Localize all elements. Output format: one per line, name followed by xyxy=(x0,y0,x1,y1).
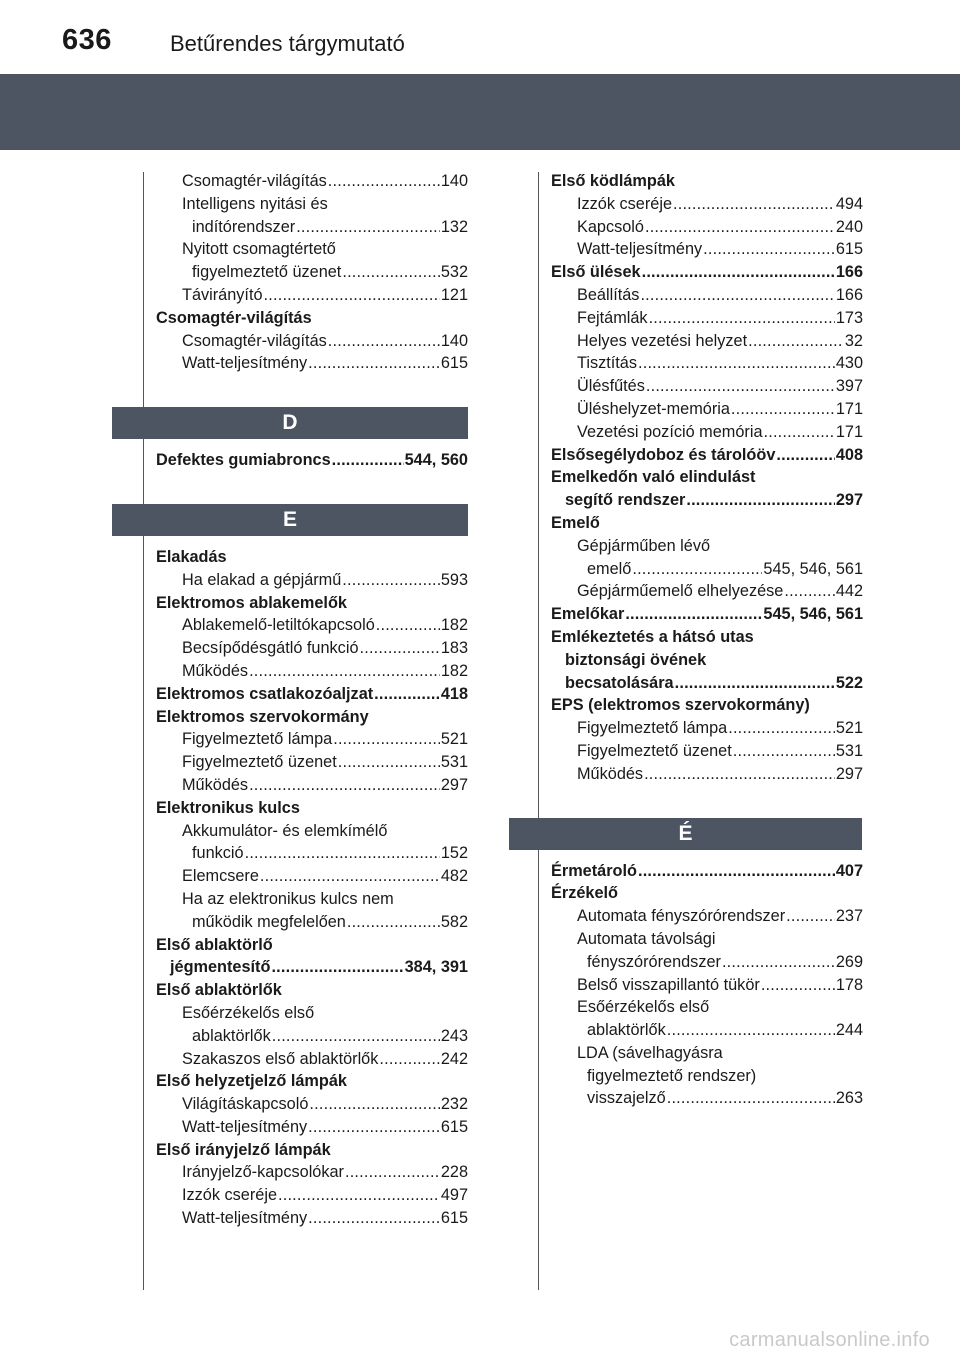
index-entry-term: Első ablaktörlő xyxy=(156,935,273,954)
index-entry xyxy=(551,284,863,307)
page-number: 636 xyxy=(62,24,112,56)
entry-page-ref: 531 xyxy=(835,741,863,760)
entry-term: Fejtámlák xyxy=(577,308,648,327)
entry-page-ref: 418 xyxy=(440,684,468,703)
entry-page-ref: 243 xyxy=(440,1026,468,1045)
index-entry xyxy=(156,911,468,934)
entry-page-ref: 182 xyxy=(440,661,468,680)
entry-page-ref: 408 xyxy=(835,445,863,464)
entry-page-ref: 397 xyxy=(835,377,863,396)
index-entry-term: Emlékeztetés a hátsó utas xyxy=(551,627,754,646)
index-entry xyxy=(156,284,468,307)
leader-dots xyxy=(308,352,440,375)
entry-term: Szakaszos első ablaktörlők xyxy=(182,1049,379,1068)
entry-term: Világításkapcsoló xyxy=(182,1095,309,1114)
index-entry xyxy=(156,865,468,888)
index-entry-term: Érzékelő xyxy=(551,884,618,903)
entry-term: Belső visszapillantó tükör xyxy=(577,975,760,994)
index-entry xyxy=(156,751,468,774)
entry-page-ref: 263 xyxy=(835,1089,863,1108)
leader-dots xyxy=(667,1019,835,1042)
leader-dots xyxy=(308,1207,440,1230)
entry-page-ref: 615 xyxy=(440,1209,468,1228)
index-column-left xyxy=(156,170,468,1230)
index-entry-term: Elektronikus kulcs xyxy=(156,798,300,817)
leader-dots xyxy=(649,307,835,330)
entry-page-ref: 615 xyxy=(835,240,863,259)
leader-dots xyxy=(249,774,440,797)
entries-section-e xyxy=(156,546,468,1230)
index-entry xyxy=(156,842,468,865)
watermark: carmanualsonline.info xyxy=(729,1329,930,1351)
index-entry xyxy=(156,1048,468,1071)
entries-left-top xyxy=(156,170,468,375)
leader-dots xyxy=(632,558,762,581)
index-entry-term: Elektromos szervokormány xyxy=(156,707,369,726)
leader-dots xyxy=(703,238,835,261)
entry-term: Vezetési pozíció memória xyxy=(577,422,763,441)
entry-term: Watt-teljesítmény xyxy=(182,1117,308,1136)
leader-dots xyxy=(722,951,835,974)
index-entry xyxy=(551,352,863,375)
leader-dots xyxy=(309,1093,439,1116)
entry-term: Watt-teljesítmény xyxy=(182,1209,308,1228)
index-entry xyxy=(551,375,863,398)
entry-term: Emelőkar xyxy=(551,605,625,624)
entry-page-ref: 407 xyxy=(835,861,863,880)
index-entry xyxy=(156,774,468,797)
entry-page-ref: 497 xyxy=(440,1186,468,1205)
leader-dots xyxy=(271,956,403,979)
index-entry xyxy=(156,660,468,683)
index-entry-term: Első irányjelző lámpák xyxy=(156,1140,331,1159)
entry-term: Irányjelző-kapcsolókar xyxy=(182,1163,344,1182)
header-band xyxy=(0,74,960,150)
entry-page-ref: 132 xyxy=(440,217,468,236)
leader-dots xyxy=(784,580,834,603)
entry-page-ref: 140 xyxy=(440,331,468,350)
entry-term: Kapcsoló xyxy=(577,217,644,236)
entry-term: Működés xyxy=(577,764,644,783)
entry-term: Ablakemelő-letiltókapcsoló xyxy=(182,616,375,635)
index-entry-term: Első ködlámpák xyxy=(551,172,675,190)
entry-page-ref: 442 xyxy=(835,582,863,601)
leader-dots xyxy=(625,603,762,626)
entry-page-ref: 297 xyxy=(835,491,863,510)
entry-page-ref: 615 xyxy=(440,354,468,373)
entry-term: ablaktörlők xyxy=(192,1026,271,1045)
leader-dots xyxy=(374,683,440,706)
index-entry xyxy=(551,763,863,786)
entry-page-ref: 494 xyxy=(835,194,863,213)
leader-dots xyxy=(264,284,440,307)
leader-dots xyxy=(761,974,835,997)
entry-term: Izzók cseréje xyxy=(577,194,673,213)
leader-dots xyxy=(245,842,440,865)
entry-term: becsatolására xyxy=(565,673,674,692)
column-rule-left xyxy=(143,172,144,1290)
index-entry xyxy=(551,330,863,353)
entry-term: Távirányító xyxy=(182,285,263,304)
index-entry-term: EPS (elektromos szervokormány) xyxy=(551,696,810,715)
entry-term: fényszórórendszer xyxy=(587,952,721,971)
index-entry xyxy=(156,569,468,592)
entry-page-ref: 182 xyxy=(440,616,468,635)
leader-dots xyxy=(338,751,440,774)
leader-dots xyxy=(347,911,440,934)
index-entry xyxy=(156,170,468,193)
leader-dots xyxy=(376,614,440,637)
index-entry xyxy=(156,614,468,637)
leader-dots xyxy=(686,489,834,512)
entry-page-ref: 531 xyxy=(440,753,468,772)
entry-term: ablaktörlők xyxy=(587,1021,666,1040)
section-letter-d: D xyxy=(112,407,468,439)
entry-page-ref: 166 xyxy=(835,263,863,282)
entry-term: Elektromos csatlakozóaljzat xyxy=(156,684,374,703)
leader-dots xyxy=(638,860,835,883)
entry-term: működik megfelelően xyxy=(192,912,346,931)
index-entry-term: biztonsági övének xyxy=(565,650,707,669)
entries-section-e-acute xyxy=(551,860,863,1111)
entries-section-d xyxy=(156,449,468,472)
entry-term: Becsípődésgátló funkció xyxy=(182,639,359,658)
index-column-right xyxy=(551,170,863,1110)
index-entry xyxy=(551,603,863,626)
index-entry xyxy=(156,956,468,979)
index-entry-term: Emelő xyxy=(551,513,600,532)
index-entry xyxy=(156,637,468,660)
index-entry xyxy=(551,740,863,763)
leader-dots xyxy=(332,449,404,472)
leader-dots xyxy=(260,865,440,888)
index-entry xyxy=(551,558,863,581)
index-entry-term: Nyitott csomagtértető xyxy=(182,240,336,259)
entry-page-ref: 482 xyxy=(440,867,468,886)
index-entry xyxy=(551,974,863,997)
entry-term: visszajelző xyxy=(587,1089,666,1108)
index-entry xyxy=(551,421,863,444)
entry-term: Helyes vezetési helyzet xyxy=(577,331,748,350)
entry-page-ref: 140 xyxy=(440,172,468,190)
entry-page-ref: 384, 391 xyxy=(404,958,468,977)
index-entry-term: Automata távolsági xyxy=(577,929,716,948)
index-entry xyxy=(156,728,468,751)
index-entry-term: Csomagtér-világítás xyxy=(156,308,312,327)
entry-page-ref: 593 xyxy=(440,570,468,589)
leader-dots xyxy=(345,1161,440,1184)
index-entry-term: figyelmeztető rendszer) xyxy=(587,1066,757,1085)
entry-term: Watt-teljesítmény xyxy=(577,240,703,259)
entry-page-ref: 532 xyxy=(440,263,468,282)
leader-dots xyxy=(296,216,440,239)
leader-dots xyxy=(644,763,835,786)
entry-term: Érmetároló xyxy=(551,861,637,880)
section-letter-e-acute: É xyxy=(509,818,862,850)
index-entry xyxy=(156,683,468,706)
index-entry xyxy=(551,1019,863,1042)
leader-dots xyxy=(748,330,844,353)
entry-page-ref: 152 xyxy=(440,844,468,863)
entry-term: Defektes gumiabroncs xyxy=(156,451,331,470)
entry-page-ref: 232 xyxy=(440,1095,468,1114)
index-entry-term: Elakadás xyxy=(156,547,227,566)
index-entry xyxy=(551,444,863,467)
index-entry xyxy=(551,398,863,421)
entry-term: Tisztítás xyxy=(577,354,638,373)
entry-page-ref: 297 xyxy=(835,764,863,783)
entry-page-ref: 121 xyxy=(440,285,468,304)
index-entry xyxy=(156,261,468,284)
entry-page-ref: 582 xyxy=(440,912,468,931)
entry-page-ref: 521 xyxy=(440,730,468,749)
leader-dots xyxy=(728,717,835,740)
leader-dots xyxy=(733,740,835,763)
entry-page-ref: 32 xyxy=(844,331,863,350)
entry-term: Automata fényszórórendszer xyxy=(577,907,786,926)
index-entry xyxy=(551,261,863,284)
entry-page-ref: 166 xyxy=(835,285,863,304)
entry-term: Első ülések xyxy=(551,263,641,282)
entries-right-top xyxy=(551,170,863,786)
index-entry-term: Elektromos ablakemelők xyxy=(156,593,347,612)
entry-term: emelő xyxy=(587,559,632,578)
entry-term: Beállítás xyxy=(577,285,640,304)
entry-term: Csomagtér-világítás xyxy=(182,172,327,190)
leader-dots xyxy=(667,1087,835,1110)
entry-page-ref: 297 xyxy=(440,775,468,794)
entry-term: Figyelmeztető lámpa xyxy=(182,730,333,749)
entry-term: Gépjárműemelő elhelyezése xyxy=(577,582,784,601)
page-title: Betűrendes tárgymutató xyxy=(170,31,405,56)
leader-dots xyxy=(328,170,440,193)
leader-dots xyxy=(673,193,835,216)
leader-dots xyxy=(642,261,835,284)
entry-page-ref: 228 xyxy=(440,1163,468,1182)
index-entry xyxy=(551,238,863,261)
index-entry-term: LDA (sávelhagyásra xyxy=(577,1043,723,1062)
index-entry-term: Első helyzetjelző lámpák xyxy=(156,1072,347,1091)
entry-page-ref: 242 xyxy=(440,1049,468,1068)
index-entry xyxy=(551,717,863,740)
index-entry-term: Akkumulátor- és elemkímélő xyxy=(182,821,388,840)
entry-page-ref: 545, 546, 561 xyxy=(763,559,863,578)
leader-dots xyxy=(278,1184,440,1207)
index-entry xyxy=(156,1207,468,1230)
entry-term: figyelmeztető üzenet xyxy=(192,263,342,282)
index-entry-term: Gépjárműben lévő xyxy=(577,536,711,555)
leader-dots xyxy=(272,1025,440,1048)
leader-dots xyxy=(638,352,835,375)
entry-term: Ha elakad a gépjármű xyxy=(182,570,342,589)
leader-dots xyxy=(786,905,835,928)
index-entry-term: Emelkedőn való elindulást xyxy=(551,468,756,487)
entry-term: Ülésfűtés xyxy=(577,377,645,396)
entry-page-ref: 521 xyxy=(835,719,863,738)
entry-page-ref: 183 xyxy=(440,639,468,658)
entry-term: jégmentesítő xyxy=(170,958,271,977)
index-entry xyxy=(551,193,863,216)
leader-dots xyxy=(640,284,834,307)
entry-term: Elsősegélydoboz és tárolóöv xyxy=(551,445,776,464)
entry-page-ref: 544, 560 xyxy=(404,451,468,470)
index-entry xyxy=(156,1025,468,1048)
index-entry xyxy=(156,352,468,375)
index-entry xyxy=(551,216,863,239)
index-entry-term: Esőérzékelős első xyxy=(577,998,710,1017)
leader-dots xyxy=(328,330,440,353)
leader-dots xyxy=(360,637,440,660)
entry-term: Működés xyxy=(182,775,249,794)
index-entry xyxy=(156,449,468,472)
entry-term: Figyelmeztető lámpa xyxy=(577,719,728,738)
entry-term: Figyelmeztető üzenet xyxy=(577,741,732,760)
leader-dots xyxy=(645,216,835,239)
entry-term: Működés xyxy=(182,661,249,680)
entry-page-ref: 240 xyxy=(835,217,863,236)
index-entry xyxy=(551,307,863,330)
index-entry-term: Intelligens nyitási és xyxy=(182,194,328,213)
leader-dots xyxy=(646,375,835,398)
leader-dots xyxy=(764,421,835,444)
entry-page-ref: 430 xyxy=(835,354,863,373)
index-entry-term: Esőérzékelős első xyxy=(182,1003,315,1022)
index-entry xyxy=(156,1161,468,1184)
index-entry xyxy=(156,330,468,353)
index-entry xyxy=(156,1116,468,1139)
entry-page-ref: 171 xyxy=(835,422,863,441)
entry-page-ref: 522 xyxy=(835,673,863,692)
entry-page-ref: 244 xyxy=(835,1021,863,1040)
index-entry xyxy=(156,216,468,239)
leader-dots xyxy=(249,660,440,683)
index-entry xyxy=(551,860,863,883)
entry-term: segítő rendszer xyxy=(565,491,686,510)
index-entry xyxy=(551,580,863,603)
index-entry xyxy=(551,905,863,928)
index-entry xyxy=(551,951,863,974)
index-entry-term: Első ablaktörlők xyxy=(156,981,282,1000)
leader-dots xyxy=(776,444,834,467)
leader-dots xyxy=(308,1116,440,1139)
entry-page-ref: 173 xyxy=(835,308,863,327)
entry-page-ref: 171 xyxy=(835,399,863,418)
index-entry-term: Ha az elektronikus kulcs nem xyxy=(182,889,394,908)
index-entry xyxy=(156,1093,468,1116)
leader-dots xyxy=(731,398,835,421)
column-rule-right xyxy=(538,172,539,1290)
entry-page-ref: 178 xyxy=(835,975,863,994)
leader-dots xyxy=(379,1048,439,1071)
index-entry xyxy=(551,672,863,695)
entry-term: Izzók cseréje xyxy=(182,1186,278,1205)
entry-term: Figyelmeztető üzenet xyxy=(182,753,337,772)
entry-term: Elemcsere xyxy=(182,867,259,886)
entry-term: Üléshelyzet-memória xyxy=(577,399,730,418)
section-letter-e: E xyxy=(112,504,468,536)
entry-term: indítórendszer xyxy=(192,217,296,236)
entry-page-ref: 237 xyxy=(835,907,863,926)
entry-page-ref: 269 xyxy=(835,952,863,971)
leader-dots xyxy=(675,672,835,695)
leader-dots xyxy=(342,569,440,592)
index-entry xyxy=(156,1184,468,1207)
leader-dots xyxy=(333,728,440,751)
index-entry xyxy=(551,1087,863,1110)
entry-term: Watt-teljesítmény xyxy=(182,354,308,373)
index-entry xyxy=(551,489,863,512)
entry-page-ref: 615 xyxy=(440,1117,468,1136)
entry-term: Csomagtér-világítás xyxy=(182,331,327,350)
entry-term: funkció xyxy=(192,844,244,863)
leader-dots xyxy=(342,261,439,284)
entry-page-ref: 545, 546, 561 xyxy=(763,605,863,624)
